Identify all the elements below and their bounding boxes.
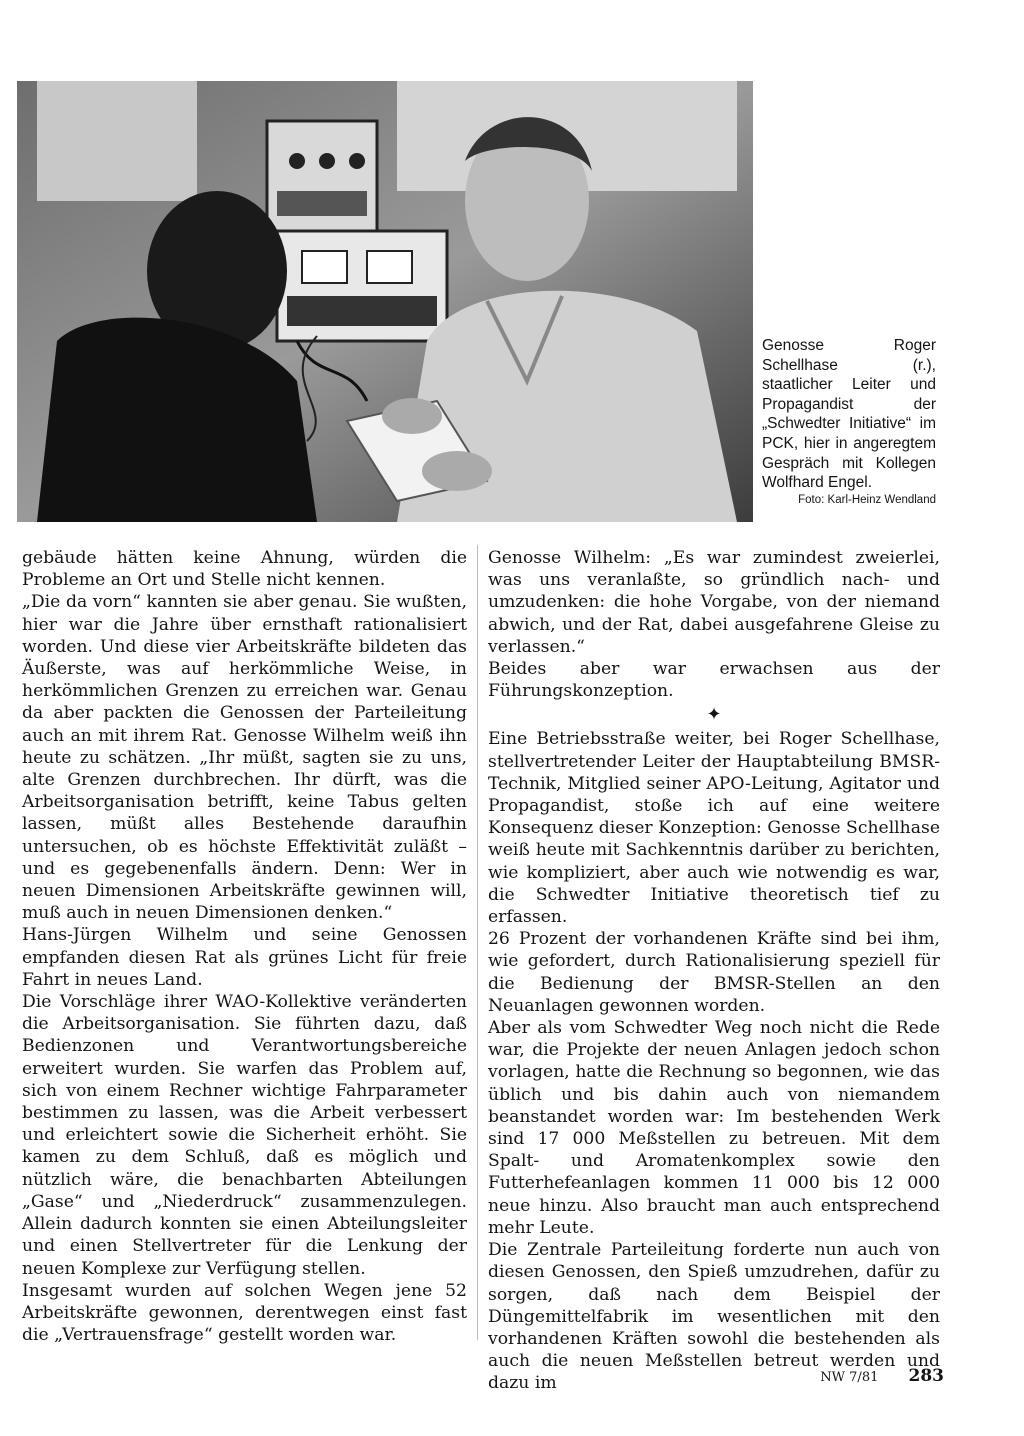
paragraph: Eine Betriebsstraße weiter, bei Roger Schellhase, stellvertretender Leiter der Hauptabteilung BMSR-Technik, Mitglied seiner APO-Leitung, Agitator und Propagandist, stoße ich auf eine weitere Konsequenz dieser Konzeption: Genosse Schellhase weiß heute mit Sachkenntnis darüber zu berichten, wie kompliziert, aber auch wie notwendig es war, die Schwedter Initiative theoretisch tief zu erfassen. (488, 729, 940, 928)
article-column-left (22, 547, 467, 1346)
article-photo (17, 81, 753, 522)
caption-text: Genosse Roger Schellhase (r.), staatlicher Leiter und Propagandist der „Schwedter Initiative“ im PCK, hier in angeregtem Gespräch mit Kollegen Wolfhard Engel. (762, 337, 936, 492)
paragraph: Aber als vom Schwedter Weg noch nicht die Rede war, die Projekte der neuen Anlagen jedoch schon vorlagen, hatte die Rechnung so begonnen, wie das üblich und bis dahin auch von niemandem beanstandet worden war: Im bestehenden Werk sind 17 000 Meßstellen zu betreuen. Mit dem Spalt- und Aromatenkomplex sowie den Futterhefeanlagen kommen 11 000 bis 12 000 neue hinzu. Also braucht man auch entsprechend mehr Leute. (488, 1018, 940, 1238)
paragraph: „Die da vorn“ kannten sie aber genau. Sie wußten, hier war die Jahre über ernsthaft rationalisiert worden. Und diese vier Arbeitskräfte bildeten das Äußerste, was auf herkömmliche Weise, in herkömmlichen Grenzen zu erreichen war. Genau da aber packten die Genossen der Parteileitung auch an mit ihrem Rat. Genosse Wilhelm weiß ihn heute zu schätzen. „Ihr müßt, sagten sie zu uns, alte Grenzen durchbrechen. Ihr dürft, was die Arbeitsorganisation betrifft, keine Tabus gelten lassen, müßt alles Bestehende daraufhin untersuchen, ob es höchste Effektivität zuläßt – und es gegebenenfalls ändern. Denn: Wer in neuen Dimensionen Arbeitskräfte gewinnen will, muß auch in neuen Dimensionen denken.“ (22, 592, 467, 924)
page-number: 283 (908, 1366, 944, 1386)
photo-credit: Foto: Karl-Heinz Wendland (798, 493, 936, 506)
paragraph: Beides aber war erwachsen aus der Führungskonzeption. (488, 659, 940, 702)
paragraph: Die Vorschläge ihrer WAO-Kollektive veränderten die Arbeitsorganisation. Sie führten dazu, daß Bedienzonen und Verantwortungsbereiche erweitert wurden. Sie warfen das Problem auf, sich von einem Rechner wichtige Fahrparameter bestimmen zu lassen, was die Arbeit verbessert und erleichtert sowie die Sicherheit erhöht. Sie kamen zu dem Schluß, daß es möglich und nützlich wäre, die benachbarten Abteilungen „Gase“ und „Niederdruck“ zusammenzulegen. Allein dadurch konnten sie einen Abteilungsleiter und einen Stellvertreter für die Lenkung der neuen Komplexe zur Verfügung stellen. (22, 992, 467, 1279)
paragraph: Insgesamt wurden auf solchen Wegen jene 52 Arbeitskräfte gewonnen, derentwegen einst fast die „Vertrauensfrage“ gestellt worden war. (22, 1280, 467, 1346)
photo-caption (762, 336, 936, 508)
page-footer (820, 1366, 944, 1386)
section-separator-icon: ✦ (706, 704, 722, 726)
paragraph: 26 Prozent der vorhandenen Kräfte sind bei ihm, wie gefordert, durch Rationalisierung speziell für die Bedienung der BMSR-Stellen an den Neuanlagen gewonnen worden. (488, 929, 940, 1016)
article-column-right (488, 547, 940, 1395)
paragraph: gebäude hätten keine Ahnung, würden die Probleme an Ort und Stelle nicht kennen. (22, 548, 467, 591)
photo-illustration (17, 81, 753, 522)
paragraph: Genosse Wilhelm: „Es war zumindest zweierlei, was uns veranlaßte, so gründlich nach- und umzudenken: die hohe Vorgabe, von der niemand abwich, und der Rat, dabei ausgefahrene Gleise zu verlassen.“ (488, 548, 940, 657)
paragraph: Hans-Jürgen Wilhelm und seine Genossen empfanden diesen Rat als grünes Licht für freie Fahrt in neues Land. (22, 925, 467, 990)
issue-label: NW 7/81 (820, 1370, 879, 1385)
paragraph: Die Zentrale Parteileitung forderte nun auch von diesen Genossen, den Spieß umzudrehen, dafür zu sorgen, daß nach dem Beispiel der Düngemittelfabrik im wesentlichen mit den vorhandenen Kräften sowohl die bestehenden als auch die neuen Meßstellen betreut werden und dazu im (488, 1240, 940, 1394)
column-divider (477, 545, 478, 1340)
